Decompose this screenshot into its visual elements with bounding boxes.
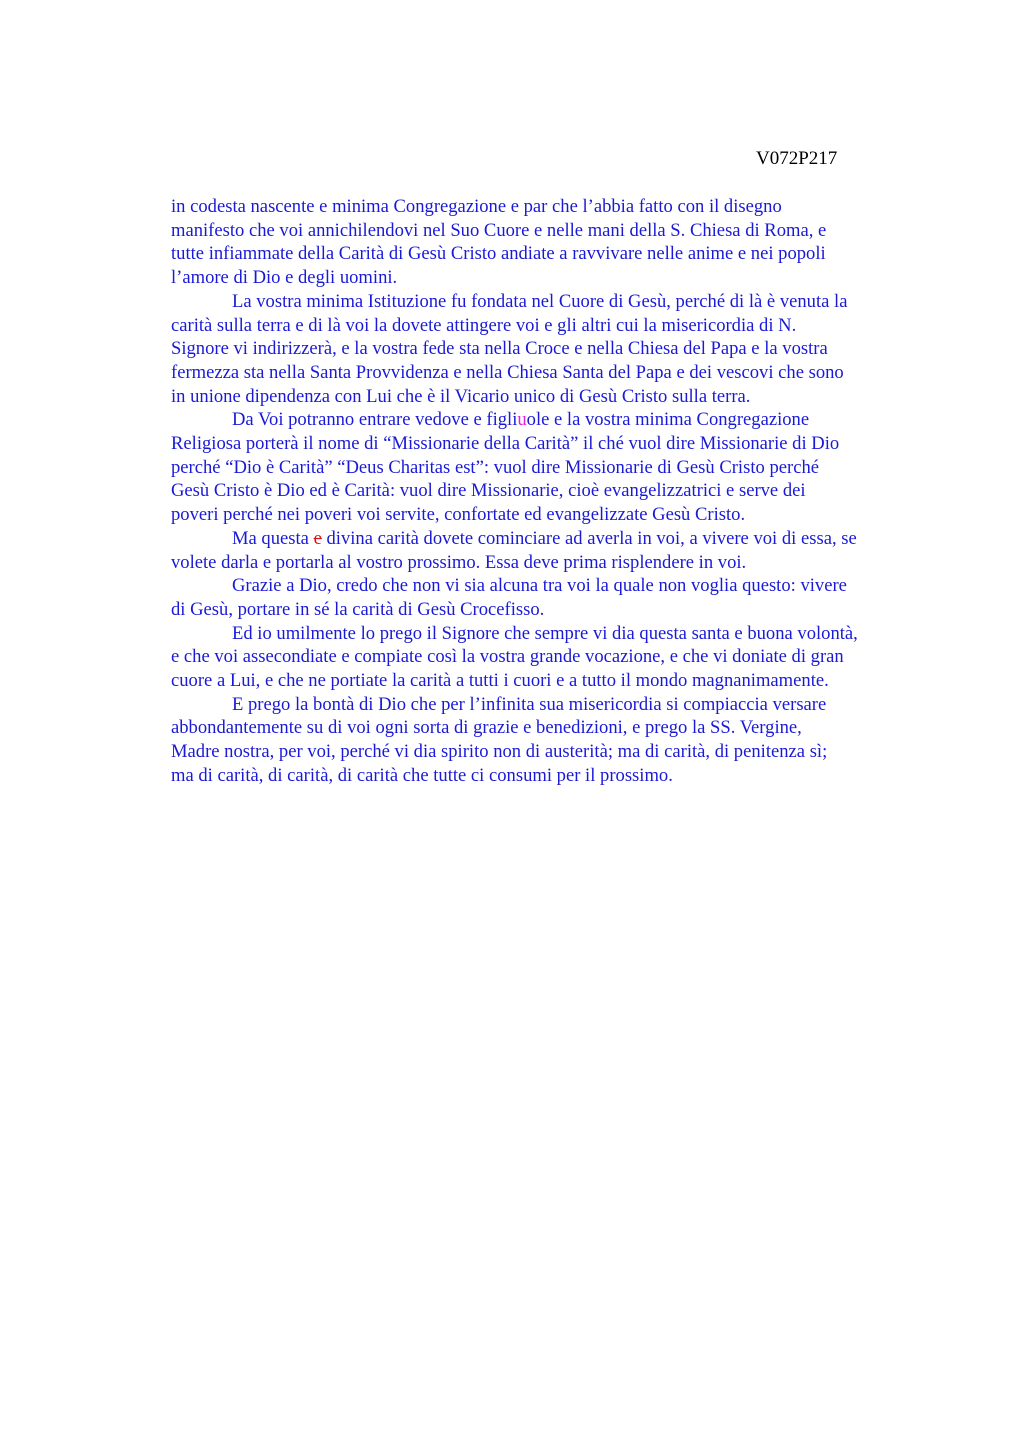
paragraph-start-line [171, 408, 931, 432]
text-line: carità sulla terra e di là voi la dovete attingere voi e gli altri cui la misericordia di N. [171, 314, 797, 336]
text-line: volete darla e portarla al vostro prossimo. Essa deve prima risplendere in voi. [171, 551, 747, 573]
text-line: e che voi assecondiate e compiate così la vostra grande vocazione, e che vi doniate di gran [171, 646, 844, 668]
text-line: perché “Dio è Carità” “Deus Charitas est”: vuol dire Missionarie di Gesù Cristo perché [171, 456, 819, 478]
text-line: Gesù Cristo è Dio ed è Carità: vuol dire Missionarie, cioè evangelizzatrici e serve dei [171, 480, 806, 502]
text-line: in codesta nascente e minima Congregazione e par che l’abbia fatto con il disegno [171, 196, 782, 217]
text-line: l’amore di Dio e degli uomini. [171, 267, 398, 289]
text-segment: divina carità dovete cominciare ad averla in voi, a vivere voi di essa, se [321, 527, 857, 549]
paragraph-start-line [171, 527, 931, 551]
text-line: di Gesù, portare in sé la carità di Gesù Crocefisso. [171, 598, 545, 620]
text-line: tutte infiammate della Carità di Gesù Cristo andiate a ravvivare nelle anime e nei popoli [171, 243, 826, 265]
text-line: abbondantemente su di voi ogni sorta di grazie e benedizioni, e prego la SS. Vergine, [171, 717, 802, 739]
text-line: Madre nostra, per voi, perché vi dia spirito non di austerità; ma di carità, di penitenza sì; [171, 741, 828, 763]
paragraph-start-line: La vostra minima Istituzione fu fondata nel Cuore di Gesù, perché di là è venuta la [232, 290, 848, 312]
text-line: ma di carità, di carità, di carità che tutte ci consumi per il prossimo. [171, 764, 673, 786]
text-segment: Da Voi potranno entrare vedove e figli [232, 409, 518, 431]
text-line: in unione dipendenza con Lui che è il Vicario unico di Gesù Cristo sulla terra. [171, 385, 751, 407]
text-line: Signore vi indirizzerà, e la vostra fede sta nella Croce e nella Chiesa del Papa e la vostra [171, 338, 828, 360]
inserted-letter: u [517, 409, 527, 431]
deleted-letter: e [313, 527, 322, 549]
text-line: fermezza sta nella Santa Provvidenza e nella Chiesa Santa del Papa e dei vescovi che sono [171, 361, 844, 383]
paragraph-start-line: Ed io umilmente lo prego il Signore che sempre vi dia questa santa e buona volontà, [232, 622, 858, 644]
text-line: poveri perché nei poveri voi servite, confortate ed evangelizzate Gesù Cristo. [171, 504, 746, 526]
paragraph-start-line: E prego la bontà di Dio che per l’infinita sua misericordia si compiaccia versare [232, 693, 827, 715]
letter-body [171, 195, 931, 788]
text-line: manifesto che voi annichilendovi nel Suo Cuore e nelle mani della S. Chiesa di Roma, e [171, 219, 827, 241]
paragraph-start-line: Grazie a Dio, credo che non vi sia alcuna tra voi la quale non voglia questo: vivere [232, 575, 847, 597]
text-segment: Ma questa [232, 527, 314, 549]
text-line: cuore a Lui, e che ne portiate la carità a tutti i cuori e a tutto il mondo magnanimamente. [171, 670, 829, 692]
page-code: V072P217 [756, 148, 838, 169]
text-segment: ole e la vostra minima Congregazione [526, 409, 810, 431]
text-line: Religiosa porterà il nome di “Missionarie della Carità” il ché vuol dire Missionarie di Dio [171, 433, 840, 455]
